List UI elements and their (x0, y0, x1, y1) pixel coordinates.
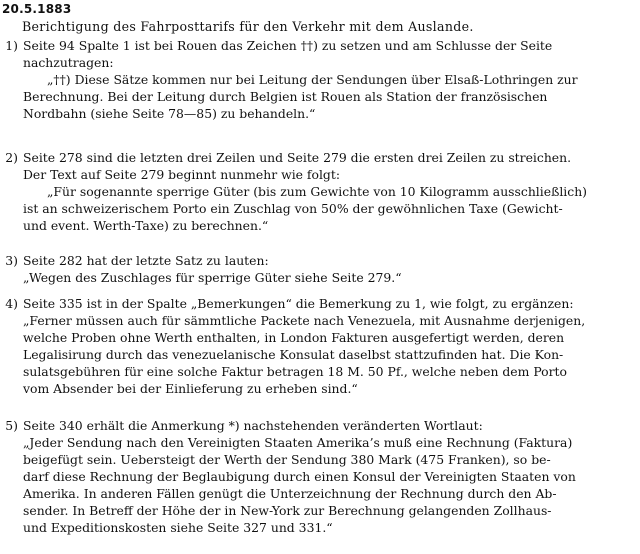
item-2-line-1 (0, 149, 636, 166)
item-4-line-2: „Ferner müssen auch für sämmtliche Packete nach Venezuela, mit Ausnahme derjenigen, (23, 313, 586, 328)
item-1-line-1 (0, 37, 636, 54)
item-5-line-6: sender. In Betreff der Höhe der in New-York zur Berechnung gelangenden Zollhaus- (23, 503, 552, 518)
correction-item-2 (0, 149, 636, 234)
document-title: Berichtigung des Fahrposttarifs für den Verkehr mit dem Auslande. (22, 19, 474, 34)
item-4-line-4: Legalisirung durch das venezuelanische Konsulat daselbst stattzufinden hat. Die Kon- (23, 347, 564, 362)
item-4-line-5: sulatsgebühren für eine solche Faktur betragen 18 M. 50 Pf., welche neben dem Porto (23, 364, 567, 379)
item-4-number: 4) (5, 296, 18, 311)
correction-item-5 (0, 417, 636, 536)
item-3-line-1 (0, 252, 636, 269)
item-2-line-3: „Für sogenannte sperrige Güter (bis zum Gewichte von 10 Kilogramm ausschließlich) (47, 184, 588, 199)
item-5-line-1 (0, 417, 636, 434)
item-2-line-5: und event. Werth-Taxe) zu berechnen.“ (23, 218, 269, 233)
item-4-line-3: welche Proben ohne Werth enthalten, in London Fakturen ausgefertigt werden, deren (23, 330, 565, 345)
item-4-line-6: vom Absender bei der Einlieferung zu erheben sind.“ (23, 381, 358, 396)
item-4-text: Seite 335 ist in der Spalte „Bemerkungen“ die Bemerkung zu 1, wie folgt, zu ergänzen: (23, 296, 574, 311)
item-5-line-4: darf diese Rechnung der Beglaubigung durch einen Konsul der Vereinigten Staaten von (23, 469, 576, 484)
item-2-line-2: Der Text auf Seite 279 beginnt nunmehr wie folgt: (23, 167, 341, 182)
item-5-text: Seite 340 erhält die Anmerkung *) nachstehenden veränderten Wortlaut: (23, 418, 483, 433)
item-5-line-3: beigefügt sein. Uebersteigt der Werth der Sendung 380 Mark (475 Franken), so be- (23, 452, 551, 467)
correction-item-3 (0, 252, 636, 286)
correction-item-4 (0, 295, 636, 397)
item-3-text: Seite 282 hat der letzte Satz zu lauten: (23, 253, 269, 268)
item-1-line-3: „††) Diese Sätze kommen nur bei Leitung der Sendungen über Elsaß-Lothringen zur (47, 72, 578, 87)
item-1-text: Seite 94 Spalte 1 ist bei Rouen das Zeichen ††) zu setzen und am Schlusse der Seite (23, 38, 553, 53)
item-5-line-7: und Expeditionskosten siehe Seite 327 und 331.“ (23, 520, 333, 535)
item-5-line-5: Amerika. In anderen Fällen genügt die Unterzeichnung der Rechnung durch den Ab- (23, 486, 557, 501)
item-1-line-4: Berechnung. Bei der Leitung durch Belgien ist Rouen als Station der französischen (23, 89, 548, 104)
document-date: 20.5.1883 (2, 2, 72, 16)
item-1-line-5: Nordbahn (siehe Seite 78—85) zu behandeln.“ (23, 106, 316, 121)
item-1-line-2: nachzutragen: (23, 55, 114, 70)
item-1-number: 1) (5, 38, 18, 53)
item-4-line-1 (0, 295, 636, 312)
item-2-line-4: ist an schweizerischem Porto ein Zuschlag von 50% der gewöhnlichen Taxe (Gewicht- (23, 201, 563, 216)
item-2-number: 2) (5, 150, 18, 165)
item-2-text: Seite 278 sind die letzten drei Zeilen und Seite 279 die ersten drei Zeilen zu streichen. (23, 150, 572, 165)
item-3-line-2: „Wegen des Zuschlages für sperrige Güter siehe Seite 279.“ (23, 270, 402, 285)
item-3-number: 3) (5, 253, 18, 268)
correction-item-1 (0, 37, 636, 122)
item-5-number: 5) (5, 418, 18, 433)
item-5-line-2: „Jeder Sendung nach den Vereinigten Staaten Amerika’s muß eine Rechnung (Faktura) (23, 435, 573, 450)
